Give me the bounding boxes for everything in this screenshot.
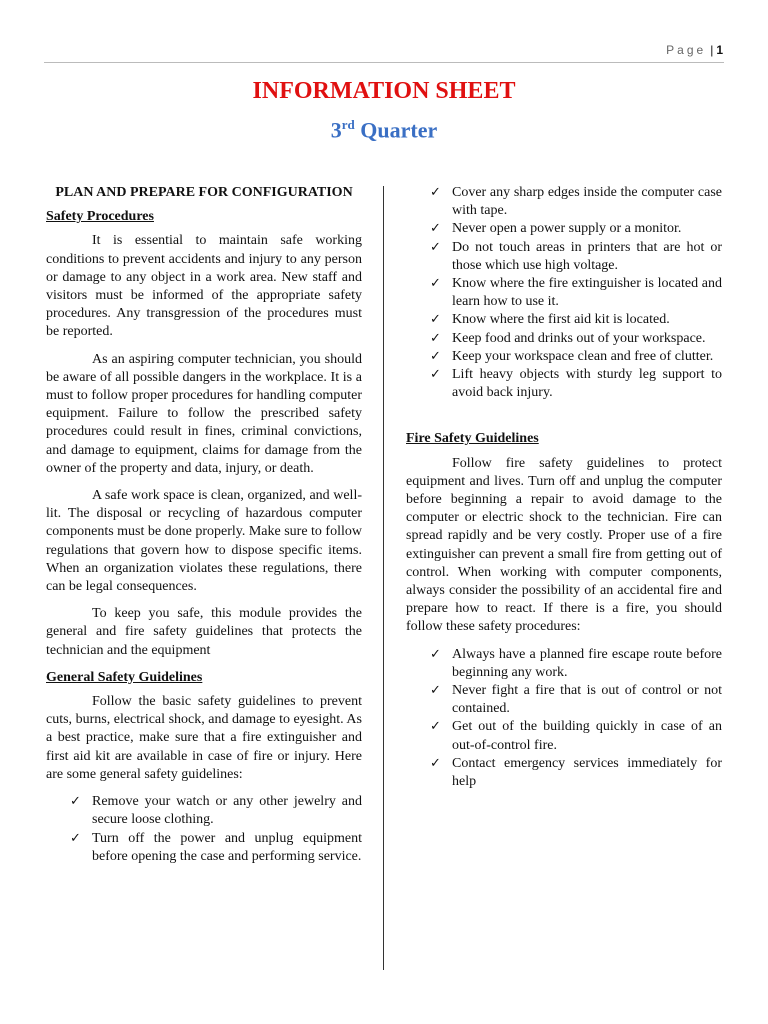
check-mark-icon: ✓ <box>70 830 81 846</box>
general-safety-list-left <box>46 793 362 866</box>
list-item <box>46 830 362 866</box>
list-item <box>406 239 722 275</box>
safety-procedures-paragraph-1: It is essential to maintain safe working conditions to prevent accidents and injury to any person or damage to any object in a work area. New staff and visitors must be informed of the appropriate safety procedures. Any transgression of the procedures must be reported. <box>46 233 362 340</box>
list-item <box>406 220 722 238</box>
list-item <box>46 793 362 829</box>
page-separator: | <box>710 43 714 57</box>
check-mark-icon: ✓ <box>430 330 441 346</box>
page-number: 1 <box>716 43 723 57</box>
list-item-text: Know where the first aid kit is located. <box>452 312 670 328</box>
list-item <box>406 184 722 220</box>
section-title: PLAN AND PREPARE FOR CONFIGURATION <box>55 185 353 200</box>
list-item <box>406 330 722 348</box>
page-label: Page <box>666 43 707 57</box>
safety-procedures-heading: Safety Procedures <box>46 209 154 225</box>
column-divider <box>383 186 384 970</box>
header-divider <box>44 62 724 63</box>
fire-safety-intro: Follow fire safety guidelines to protect equipment and lives. Turn off and unplug the computer before beginning a repair to avoid damage to the computer or electric shock to the technician. Fire can spread rapidly and be very costly. Proper use of a fire extinguisher can prevent a small fire from getting out of control. When working with computer components, always consider the possibility of an accidental fire and prepare how to react. If there is a fire, you should follow these safety procedures: <box>406 455 722 635</box>
general-safety-list-right <box>406 184 722 402</box>
subtitle-text: Quarter <box>360 117 438 143</box>
list-item-text: Turn off the power and unplug equipment before opening the case and performing service. <box>92 830 362 864</box>
left-column <box>46 184 362 872</box>
fire-safety-list <box>406 646 722 792</box>
check-mark-icon: ✓ <box>70 794 81 810</box>
list-item <box>406 366 722 402</box>
check-mark-icon: ✓ <box>430 185 441 200</box>
check-mark-icon: ✓ <box>430 312 441 328</box>
list-item <box>406 755 722 791</box>
right-column <box>406 184 722 797</box>
check-mark-icon: ✓ <box>430 755 441 771</box>
check-mark-icon: ✓ <box>430 221 441 237</box>
list-item-text: Keep food and drinks out of your workspace. <box>452 330 706 346</box>
document-subtitle <box>0 117 768 143</box>
list-item <box>406 646 722 682</box>
safety-procedures-paragraph-3: A safe work space is clean, organized, and well-lit. The disposal or recycling of hazardous computer components must be done properly. Make sure to follow regulations that govern how to dispose specific items. When an organization violates these regulations, there can be legal consequences. <box>46 488 362 595</box>
safety-procedures-paragraph-2: As an aspiring computer technician, you should be aware of all possible dangers in the workplace. It is a must to follow proper procedures for handling computer equipment. Failure to follow the prescribed safety procedures could result in fines, criminal convictions, and damage to equipment, claims for damage from the owner of the property and data, injury, or death. <box>46 351 362 476</box>
list-item-text: Never open a power supply or a monitor. <box>452 221 682 237</box>
check-mark-icon: ✓ <box>430 239 441 255</box>
subtitle-ordinal: 3 <box>330 117 342 143</box>
document-title: INFORMATION SHEET <box>252 78 516 104</box>
general-safety-intro: Follow the basic safety guidelines to prevent cuts, burns, electrical shock, and damage to eyesight. As a best practice, make sure that a fire extinguisher and first aid kit are available in case of fire or injury. Here are some general safety guidelines: <box>46 694 362 782</box>
page-number-header <box>666 43 723 57</box>
general-safety-heading: General Safety Guidelines <box>46 669 203 685</box>
list-item-text: Lift heavy objects with sturdy leg support to avoid back injury. <box>452 367 722 401</box>
check-mark-icon: ✓ <box>430 367 441 383</box>
list-item-text: Always have a planned fire escape route before beginning any work. <box>452 646 722 680</box>
list-item <box>406 311 722 329</box>
list-item-text: Do not touch areas in printers that are hot or those which use high voltage. <box>452 239 722 273</box>
check-mark-icon: ✓ <box>430 683 441 699</box>
list-item <box>406 348 722 366</box>
check-mark-icon: ✓ <box>430 276 441 292</box>
list-item-text: Know where the fire extinguisher is located and learn how to use it. <box>452 276 722 310</box>
list-item <box>406 718 722 754</box>
safety-procedures-paragraph-4: To keep you safe, this module provides the general and fire safety guidelines that protects the technician and the equipment <box>46 606 362 658</box>
list-item-text: Keep your workspace clean and free of clutter. <box>452 348 714 364</box>
fire-safety-heading: Fire Safety Guidelines <box>406 431 539 447</box>
subtitle-ordinal-suffix: rd <box>341 117 355 132</box>
list-item-text: Never fight a fire that is out of control or not contained. <box>452 683 722 717</box>
list-item <box>406 682 722 718</box>
list-item-text: Remove your watch or any other jewelry and secure loose clothing. <box>92 794 362 828</box>
check-mark-icon: ✓ <box>430 646 441 662</box>
check-mark-icon: ✓ <box>430 348 441 364</box>
check-mark-icon: ✓ <box>430 719 441 735</box>
list-item-text: Contact emergency services immediately for help <box>452 755 722 790</box>
list-item-text: Get out of the building quickly in case of an out-of-control fire. <box>452 719 722 753</box>
list-item-text: Cover any sharp edges inside the computer case with tape. <box>452 185 722 219</box>
list-item <box>406 275 722 311</box>
